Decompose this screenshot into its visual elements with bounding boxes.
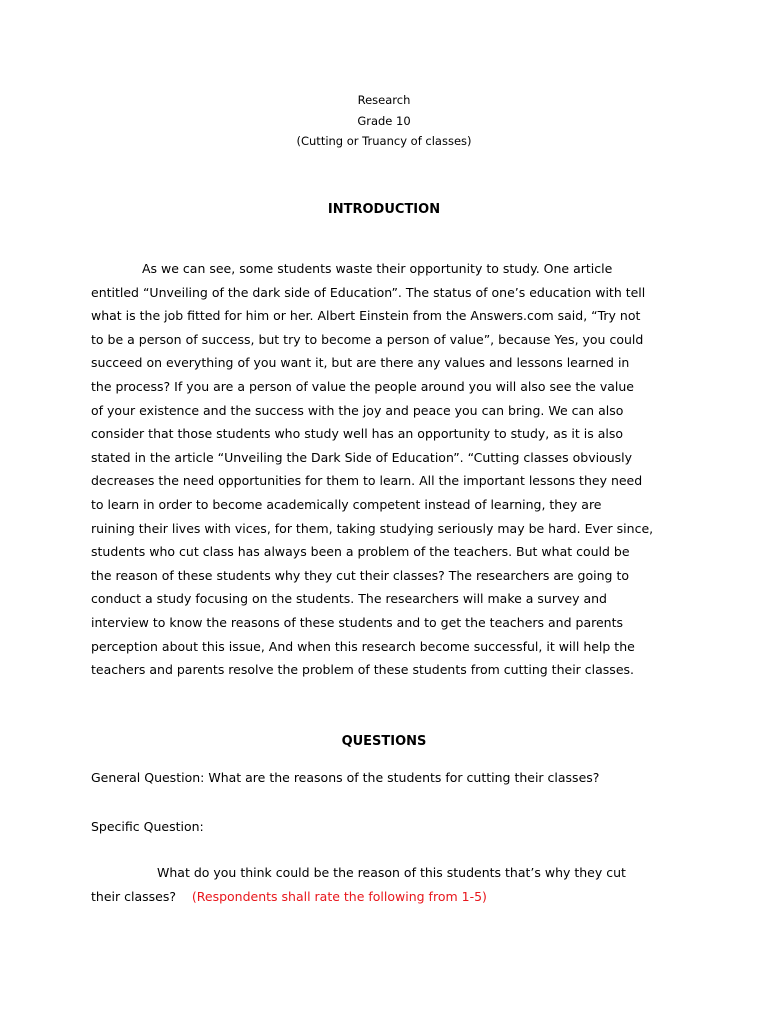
paragraph-line: As we can see, some students waste their opportunity to study. One article [142, 261, 613, 276]
paragraph-line: perception about this issue, And when this research become successful, it will help the [91, 638, 635, 654]
specific-question-line [91, 885, 691, 909]
specific-question-end: their classes? [91, 888, 176, 904]
paragraph-line: to be a person of success, but try to become a person of value”, because Yes, you could [91, 331, 644, 347]
paragraph-line: to learn in order to become academically competent instead of learning, they are [91, 496, 602, 512]
paragraph-line: the reason of these students why they cut their classes? The researchers are going to [91, 567, 629, 583]
paragraph-line: succeed on everything of you want it, but are there any values and lessons learned in [91, 355, 630, 371]
paragraph-line: interview to know the reasons of these students and to get the teachers and parents [91, 614, 624, 630]
specific-question-label [91, 815, 691, 839]
questions-heading: QUESTIONS [341, 734, 427, 749]
specific-question [91, 861, 691, 908]
paragraph-line: students who cut class has always been a problem of the teachers. But what could be [91, 544, 630, 560]
paragraph-line: conduct a study focusing on the students. The researchers will make a survey and [91, 591, 607, 607]
introduction-heading: INTRODUCTION [327, 202, 441, 217]
header-research: Research [357, 93, 411, 107]
header-topic: (Cutting or Truancy of classes) [296, 134, 472, 148]
paragraph-line: decreases the need opportunities for them to learn. All the important lessons they need [91, 473, 643, 489]
header-grade: Grade 10 [357, 114, 411, 128]
paragraph-line: what is the job fitted for him or her. Albert Einstein from the Answers.com said, “Try not [91, 308, 641, 324]
paragraph-line: of your existence and the success with the joy and peace you can bring. We can also [91, 402, 624, 418]
general-question-text: General Question: What are the reasons of the students for cutting their classes? [91, 770, 600, 785]
paragraph-line: teachers and parents resolve the problem of these students from cutting their classes. [91, 662, 634, 678]
paragraph-line: the process? If you are a person of value the people around you will also see the value [91, 378, 634, 394]
specific-question-label-text: Specific Question: [91, 819, 204, 834]
paragraph-line: ruining their lives with vices, for them, taking studying seriously may be hard. Ever since, [91, 520, 654, 536]
specific-question-line: What do you think could be the reason of this students that’s why they cut [157, 865, 626, 880]
paragraph-line: stated in the article “Unveiling the Dark Side of Education”. “Cutting classes obviously [91, 449, 633, 465]
rating-instruction-note: (Respondents shall rate the following from 1-5) [191, 888, 487, 904]
paragraph-line: consider that those students who study well has an opportunity to study, as it is also [91, 426, 623, 442]
introduction-paragraph [91, 257, 691, 682]
general-question [91, 766, 691, 790]
paragraph-line: entitled “Unveiling of the dark side of Education”. The status of one’s education with tell [91, 284, 646, 300]
